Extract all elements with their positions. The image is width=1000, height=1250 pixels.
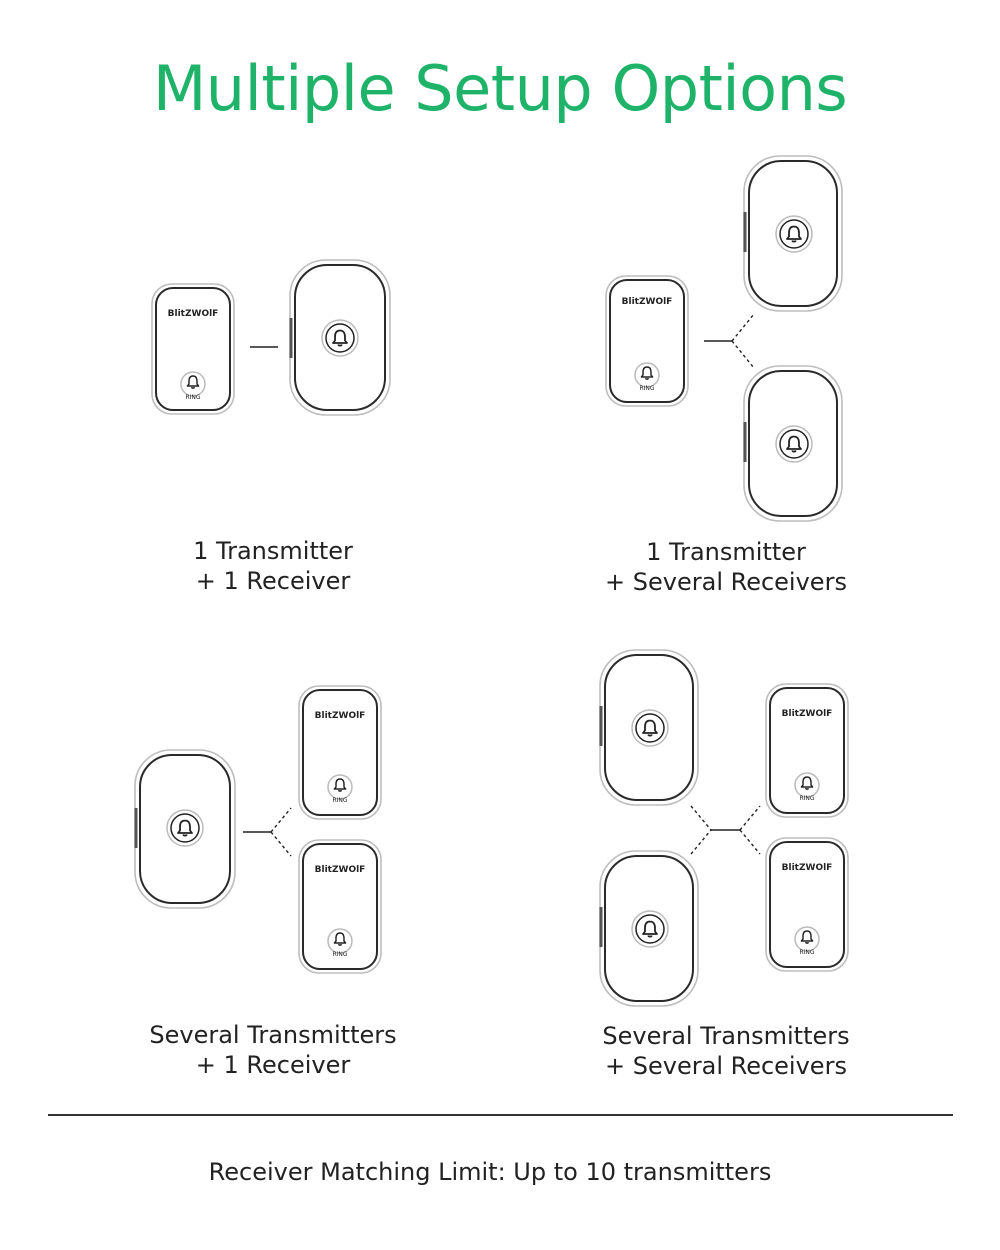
connection-line bbox=[271, 832, 291, 856]
divider bbox=[48, 1114, 953, 1116]
setup-panel-2 bbox=[604, 154, 844, 524]
transmitter-logo: BlitZWOlF bbox=[314, 711, 366, 721]
transmitter-logo: BlitZWOlF bbox=[167, 309, 219, 319]
connection-line bbox=[691, 830, 711, 854]
connection-line bbox=[740, 806, 760, 830]
transmitter-device bbox=[299, 840, 381, 973]
setup-caption-3: Several Transmitters + 1 Receiver bbox=[149, 1021, 397, 1079]
transmitter-logo: BlitZWOlF bbox=[621, 297, 673, 307]
ring-label: RING bbox=[332, 951, 348, 958]
transmitter-logo: BlitZWOlF bbox=[314, 865, 366, 875]
transmitter-logo: BlitZWOlF bbox=[781, 863, 833, 873]
ring-label: RING bbox=[332, 797, 348, 804]
matching-limit-note: Receiver Matching Limit: Up to 10 transmitters bbox=[208, 1158, 772, 1186]
setup-caption-4: Several Transmitters + Several Receivers bbox=[602, 1022, 850, 1080]
connection-line bbox=[740, 830, 760, 854]
connection-line bbox=[691, 806, 711, 830]
transmitter-device bbox=[152, 284, 234, 414]
page-title: Multiple Setup Options bbox=[152, 52, 848, 125]
transmitter-device bbox=[299, 686, 381, 819]
receiver-device bbox=[135, 750, 235, 908]
transmitter-device bbox=[766, 838, 848, 971]
setup-panel-3 bbox=[133, 684, 385, 976]
receiver-device bbox=[744, 366, 842, 521]
setup-panel-4 bbox=[598, 648, 852, 1010]
setup-panel-1 bbox=[150, 258, 395, 418]
receiver-device bbox=[290, 260, 390, 415]
receiver-device bbox=[600, 851, 698, 1006]
ring-label: RING bbox=[639, 385, 655, 392]
transmitter-device bbox=[606, 276, 688, 406]
setup-caption-1: 1 Transmitter + 1 Receiver bbox=[193, 537, 353, 595]
setup-caption-2: 1 Transmitter + Several Receivers bbox=[605, 538, 847, 596]
receiver-device bbox=[744, 156, 842, 311]
connection-line bbox=[732, 341, 754, 368]
ring-label: RING bbox=[799, 795, 815, 802]
connection-line bbox=[732, 314, 754, 341]
ring-label: RING bbox=[799, 949, 815, 956]
ring-label: RING bbox=[185, 394, 201, 401]
transmitter-logo: BlitZWOlF bbox=[781, 709, 833, 719]
transmitter-device bbox=[766, 684, 848, 817]
receiver-device bbox=[600, 650, 698, 805]
connection-line bbox=[271, 808, 291, 832]
